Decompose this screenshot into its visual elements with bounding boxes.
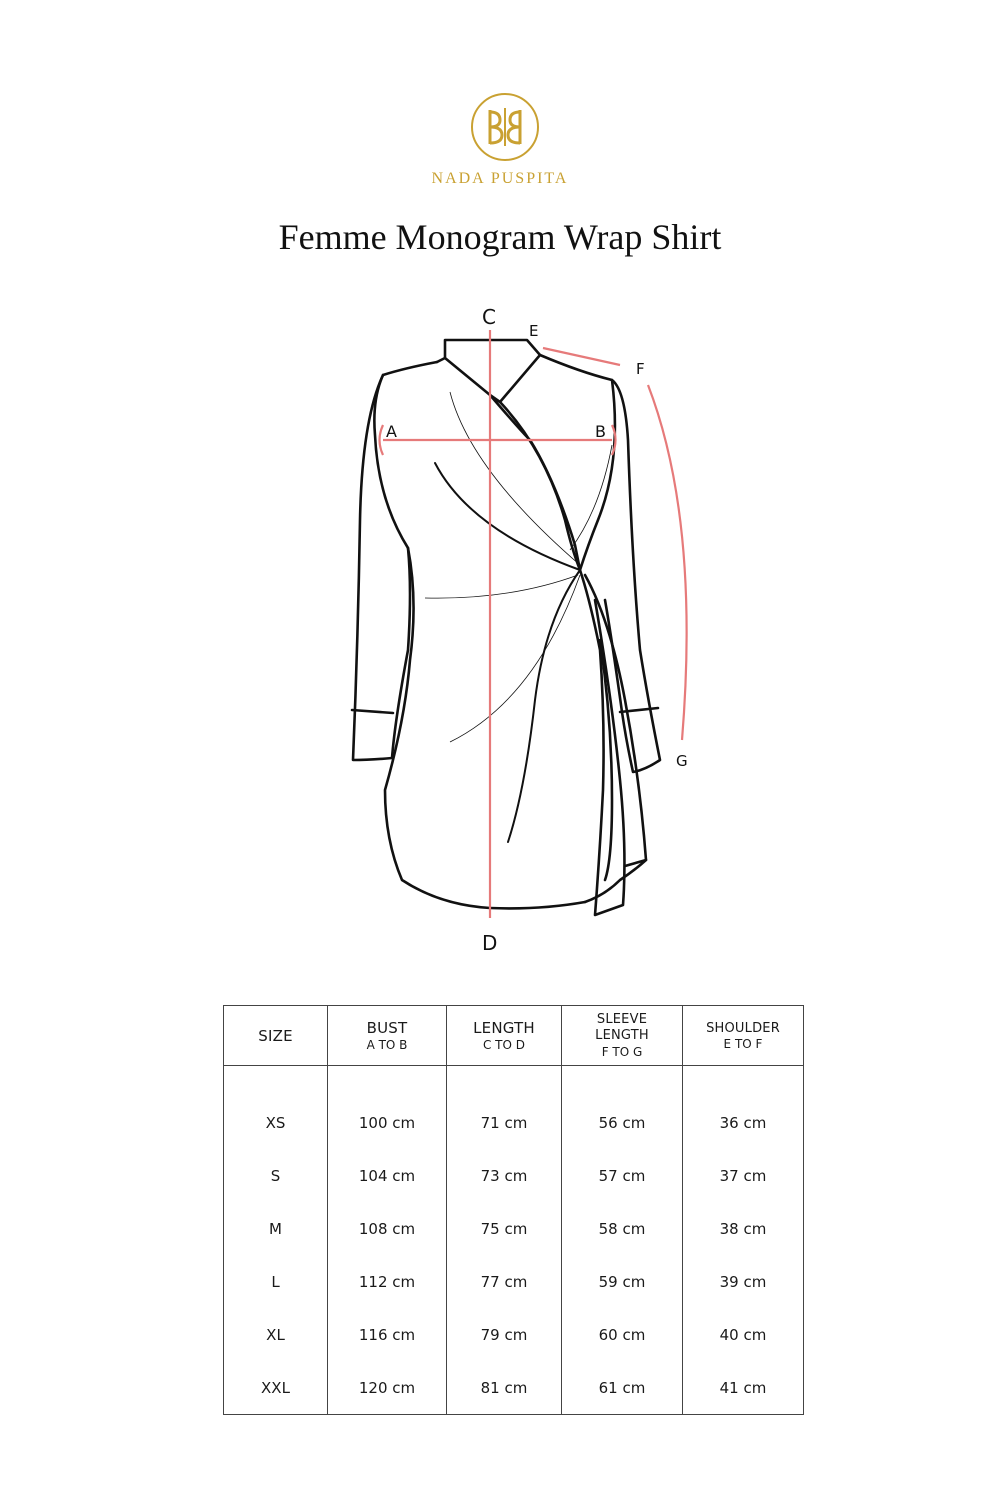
- label-d: D: [482, 931, 498, 955]
- cell-size: XL: [224, 1308, 328, 1361]
- cell-shoulder: 37 cm: [683, 1149, 804, 1202]
- cell-bust: 120 cm: [328, 1361, 447, 1415]
- cell-shoulder: 39 cm: [683, 1255, 804, 1308]
- cell-bust: 116 cm: [328, 1308, 447, 1361]
- table-row: [224, 1066, 804, 1150]
- label-e: E: [529, 322, 539, 340]
- cell-length: 73 cm: [447, 1149, 562, 1202]
- monogram-logo-icon: [470, 92, 540, 162]
- cell-bust: 108 cm: [328, 1202, 447, 1255]
- header-length: LENGTH C TO D: [447, 1006, 562, 1066]
- label-f: F: [636, 360, 645, 378]
- brand-name: NADA PUSPITA: [431, 170, 569, 187]
- table-row: [224, 1149, 804, 1202]
- header-size: SIZE: [224, 1006, 328, 1066]
- cell-sleeve: 58 cm: [562, 1202, 683, 1255]
- cell-length: 77 cm: [447, 1255, 562, 1308]
- shirt-outline: [352, 340, 660, 915]
- garment-diagram: [300, 300, 720, 960]
- size-chart-table: [223, 1005, 804, 1415]
- table-header-row: [224, 1006, 804, 1066]
- table-row: [224, 1202, 804, 1255]
- cell-size: M: [224, 1202, 328, 1255]
- cell-sleeve: 57 cm: [562, 1149, 683, 1202]
- cell-sleeve: 60 cm: [562, 1308, 683, 1361]
- cell-sleeve: 56 cm: [562, 1066, 683, 1150]
- header-bust: BUST A TO B: [328, 1006, 447, 1066]
- cell-shoulder: 40 cm: [683, 1308, 804, 1361]
- cell-size: XS: [224, 1066, 328, 1150]
- cell-shoulder: 38 cm: [683, 1202, 804, 1255]
- cell-length: 81 cm: [447, 1361, 562, 1415]
- table-row: [224, 1308, 804, 1361]
- table-row: [224, 1255, 804, 1308]
- product-title: Femme Monogram Wrap Shirt: [278, 217, 722, 257]
- cell-length: 71 cm: [447, 1066, 562, 1150]
- cell-sleeve: 61 cm: [562, 1361, 683, 1415]
- cell-length: 79 cm: [447, 1308, 562, 1361]
- drape-lines: [425, 392, 612, 742]
- label-g: G: [676, 752, 688, 770]
- table-row: [224, 1361, 804, 1415]
- cell-bust: 112 cm: [328, 1255, 447, 1308]
- cell-sleeve: 59 cm: [562, 1255, 683, 1308]
- label-c: C: [482, 305, 496, 329]
- header-shoulder: SHOULDER E TO F: [683, 1006, 804, 1066]
- cell-bust: 104 cm: [328, 1149, 447, 1202]
- cell-size: L: [224, 1255, 328, 1308]
- header-sleeve-length: SLEEVE LENGTH F TO G: [562, 1006, 683, 1066]
- cell-length: 75 cm: [447, 1202, 562, 1255]
- cell-bust: 100 cm: [328, 1066, 447, 1150]
- cell-size: XXL: [224, 1361, 328, 1415]
- cell-size: S: [224, 1149, 328, 1202]
- cell-shoulder: 41 cm: [683, 1361, 804, 1415]
- label-a: A: [386, 422, 397, 441]
- cell-shoulder: 36 cm: [683, 1066, 804, 1150]
- label-b: B: [595, 422, 606, 441]
- measure-lines: [380, 330, 687, 918]
